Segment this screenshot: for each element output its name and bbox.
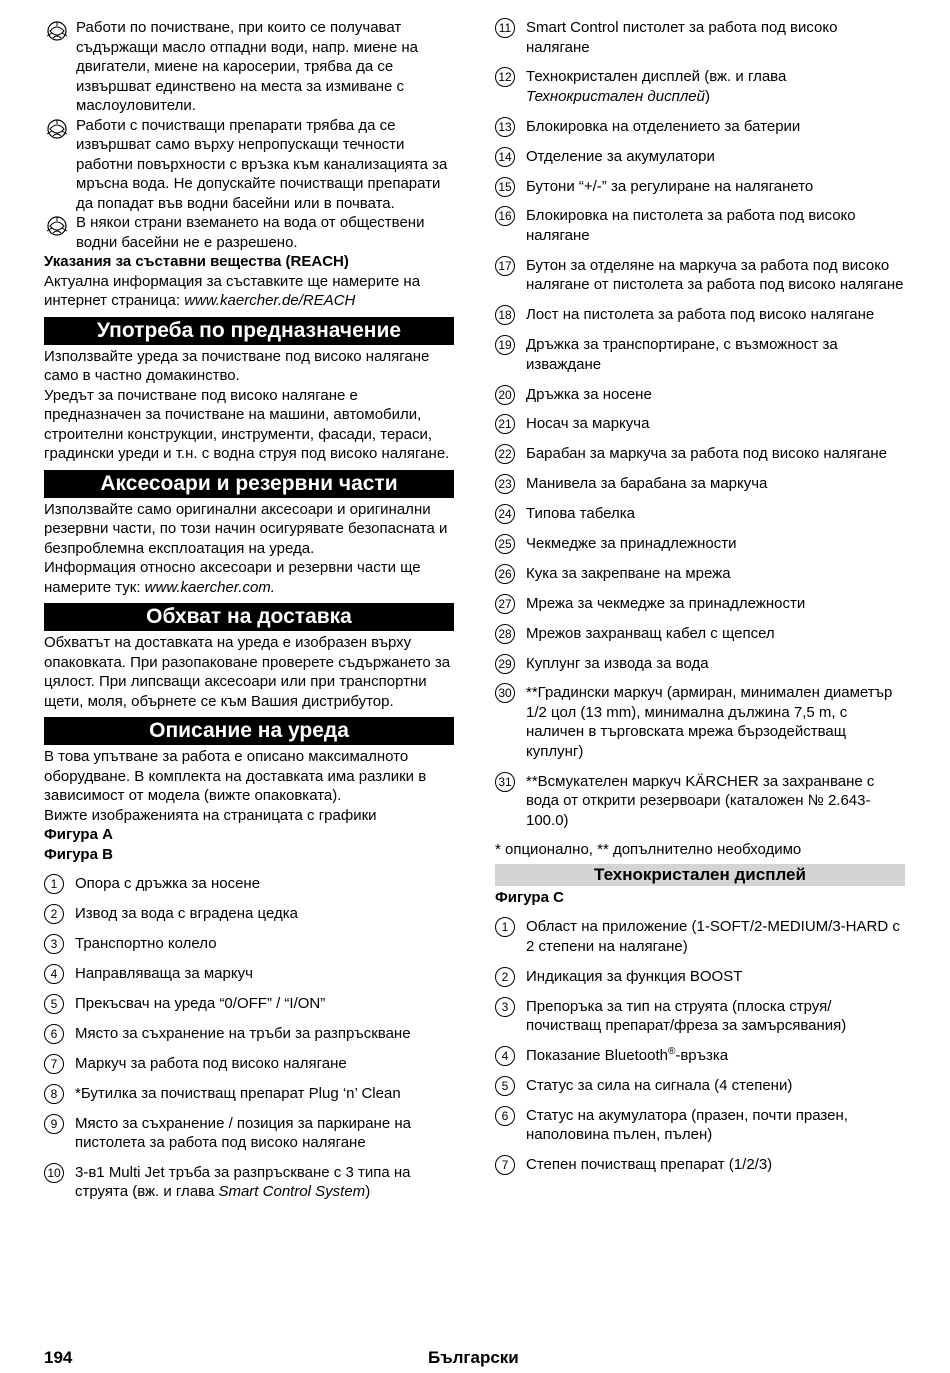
list-item: 23 Манивела за барабана за маркуча <box>495 474 905 494</box>
list-item: 20 Дръжка за носене <box>495 385 905 405</box>
reach-text: Актуална информация за съставките ще намерите на интернет страница: www.kaercher.de/REACH <box>44 272 421 309</box>
list-item: 4 Направляваща за маркуч <box>44 964 454 984</box>
description-text-2: Вижте изображенията на страницата с графики <box>44 806 377 824</box>
item-number-badge: 25 <box>495 534 515 554</box>
list-item: 26 Кука за закрепване на мрежа <box>495 564 905 584</box>
item-number-badge: 15 <box>495 177 515 197</box>
list-item: 18 Лост на пистолета за работа под високо налягане <box>495 305 905 325</box>
item-number-badge: 16 <box>495 206 515 226</box>
list-item: 11 Smart Control пистолет за работа под високо налягане <box>495 18 905 57</box>
intended-use-text-1: Използвайте уреда за почистване под високо налягане само в частно домакинство. <box>44 347 430 384</box>
list-item: 14 Отделение за акумулатори <box>495 147 905 167</box>
environment-icon <box>44 20 70 42</box>
list-item: 5 Статус за сила на сигнала (4 степени) <box>495 1076 905 1096</box>
item-number-badge: 22 <box>495 444 515 464</box>
left-column <box>44 18 454 1202</box>
item-number-badge: 20 <box>495 385 515 405</box>
list-item: 25 Чекмедже за принадлежности <box>495 534 905 554</box>
item-number-badge: 17 <box>495 256 515 276</box>
item-number-badge: 5 <box>495 1076 515 1096</box>
section-heading-accessories: Аксесоари и резервни части <box>44 470 454 498</box>
item-number-badge: 6 <box>44 1024 64 1044</box>
item-number-badge: 18 <box>495 305 515 325</box>
component-list-right <box>495 18 905 830</box>
item-number-badge: 4 <box>44 964 64 984</box>
list-item: 16 Блокировка на пистолета за работа под високо налягане <box>495 206 905 245</box>
reach-url-link[interactable]: www.kaercher.de/REACH <box>184 292 356 309</box>
section-heading-intended-use: Употреба по предназначение <box>44 317 454 345</box>
item-number-badge: 12 <box>495 67 515 87</box>
list-item: 29 Куплунг за извода за вода <box>495 654 905 674</box>
item-number-badge: 3 <box>44 934 64 954</box>
item-number-badge: 13 <box>495 117 515 137</box>
list-item: 28 Мрежов захранващ кабел с щепсел <box>495 624 905 644</box>
section-heading-device-description: Описание на уреда <box>44 717 454 745</box>
item-number-badge: 10 <box>44 1163 64 1183</box>
item-number-badge: 2 <box>44 904 64 924</box>
item-number-badge: 14 <box>495 147 515 167</box>
item-number-badge: 1 <box>495 917 515 937</box>
accessories-text-1: Използвайте само оригинални аксесоари и оригинални резервни части, по този начин осигурявате безопасната и безпроблемна експлоатация на уреда. <box>44 500 448 557</box>
list-item: 12 Технокристален дисплей (вж. и глава Технокристален дисплей) <box>495 67 905 106</box>
list-item: 4 Показание Bluetooth®-връзка <box>495 1046 905 1066</box>
list-item: 2 Индикация за функция BOOST <box>495 967 905 987</box>
environment-note-3: В някои страни вземането на вода от обществени водни басейни не е разрешено. <box>44 213 454 252</box>
list-item: 3 Транспортно колело <box>44 934 454 954</box>
list-item: 3 Препоръка за тип на струята (плоска струя/почистващ препарат/фреза за замърсявания) <box>495 997 905 1036</box>
list-item: 15 Бутони “+/-” за регулиране на налягането <box>495 177 905 197</box>
item-number-badge: 26 <box>495 564 515 584</box>
accessories-text-2: Информация относно аксесоари и резервни части ще намерите тук: www.kaercher.com. <box>44 559 421 596</box>
footnote: * опционално, ** допълнително необходимо <box>495 841 802 859</box>
list-item: 7 Степен почистващ препарат (1/2/3) <box>495 1155 905 1175</box>
item-number-badge: 5 <box>44 994 64 1014</box>
list-item: 5 Прекъсвач на уреда “0/OFF” / “I/ON” <box>44 994 454 1014</box>
list-item: 8 *Бутилка за почистващ препарат Plug ‘n’ Clean <box>44 1084 454 1104</box>
kaercher-url-link[interactable]: www.kaercher.com. <box>144 578 275 596</box>
section-heading-scope-of-delivery: Обхват на доставка <box>44 603 454 631</box>
list-item: 2 Извод за вода с вградена цедка <box>44 904 454 924</box>
item-number-badge: 31 <box>495 772 515 792</box>
item-number-badge: 24 <box>495 504 515 524</box>
list-item: 1 Област на приложение (1-SOFT/2-MEDIUM/3-HARD с 2 степени на налягане) <box>495 917 905 956</box>
list-item: 22 Барабан за маркуча за работа под високо налягане <box>495 444 905 464</box>
list-item: 6 Статус на акумулатора (празен, почти празен, наполовина пълен, пълен) <box>495 1106 905 1145</box>
item-number-badge: 28 <box>495 624 515 644</box>
list-item: 13 Блокировка на отделението за батерии <box>495 117 905 137</box>
environment-icon <box>44 215 70 237</box>
item-number-badge: 11 <box>495 18 515 38</box>
item-number-badge: 19 <box>495 335 515 355</box>
figure-a-label: Фигура A <box>44 826 113 843</box>
item-number-badge: 7 <box>495 1155 515 1175</box>
display-list <box>495 917 905 1174</box>
list-item: 7 Маркуч за работа под високо налягане <box>44 1054 454 1074</box>
right-column <box>495 18 905 1175</box>
list-item: 17 Бутон за отделяне на маркуча за работа под високо налягане от пистолета за работа под високо налягане <box>495 256 905 295</box>
item-number-badge: 3 <box>495 997 515 1017</box>
item-number-badge: 23 <box>495 474 515 494</box>
item-number-badge: 9 <box>44 1114 64 1134</box>
item-number-badge: 27 <box>495 594 515 614</box>
item-number-badge: 4 <box>495 1046 515 1066</box>
list-item: 9 Място за съхранение / позиция за паркиране на пистолета за работа под високо налягане <box>44 1114 454 1153</box>
component-list-left <box>44 874 454 1202</box>
list-item: 21 Носач за маркуча <box>495 414 905 434</box>
figure-c-label: Фигура C <box>495 888 564 906</box>
item-number-badge: 30 <box>495 683 515 703</box>
list-item: 30 **Градински маркуч (армиран, минимален диаметър 1/2 цол (13 mm), минимална дължина 7,5 m, с наличен в търговската мрежа бързодействащ куплунг) <box>495 683 905 761</box>
intended-use-text-2: Уредът за почистване под високо налягане е предназначен за почистване на машини, автомобили, строителни конструкции, инструменти, фасади, тераси, градински уреди и т.н. с водна струя под високо налягане. <box>44 386 450 462</box>
item-number-badge: 29 <box>495 654 515 674</box>
reach-title: Указания за съставни вещества (REACH) <box>44 253 349 270</box>
list-item: 24 Типова табелка <box>495 504 905 524</box>
list-item: 10 3-в1 Multi Jet тръба за разпръскване с 3 типа на струята (вж. и глава Smart Control System) <box>44 1163 454 1202</box>
page-number: 194 <box>44 1348 73 1367</box>
item-number-badge: 7 <box>44 1054 64 1074</box>
environment-note-2: Работи с почистващи препарати трябва да се извършват само върху непропускащи течности работни повърхности с връзка към канализацията за мръсна вода. Не допускайте почистващи препарати да попадат във водни басейни или в почвата. <box>44 116 454 214</box>
item-number-badge: 21 <box>495 414 515 434</box>
list-item: 19 Дръжка за транспортиране, с възможност за изваждане <box>495 335 905 374</box>
figure-b-label: Фигура B <box>44 845 113 863</box>
list-item: 1 Опора с дръжка за носене <box>44 874 454 894</box>
description-text-1: В това упътване за работа е описано максималното оборудване. В комплекта на доставката има разлики в зависимост от модела (вижте опаковката). <box>44 748 427 804</box>
item-number-badge: 8 <box>44 1084 64 1104</box>
scope-text: Обхватът на доставката на уреда е изобразен върху опаковката. При разопаковане проверете съдържането за цялост. При липсващи аксесоари или при транспортни щети, моля, обърнете се към Вашия дистрибутор. <box>44 634 451 710</box>
list-item: 6 Място за съхранение на тръби за разпръскване <box>44 1024 454 1044</box>
item-number-badge: 1 <box>44 874 64 894</box>
item-number-badge: 2 <box>495 967 515 987</box>
environment-icon <box>44 118 70 140</box>
environment-note-1: Работи по почистване, при които се получават съдържащи масло отпадни води, напр. миене на двигатели, миене на каросерии, трябва да се извършват единствено на места за измиване с маслоуловители. <box>44 18 454 116</box>
item-number-badge: 6 <box>495 1106 515 1126</box>
list-item: 27 Мрежа за чекмедже за принадлежности <box>495 594 905 614</box>
list-item: 31 **Всмукателен маркуч KÄRCHER за захранване с вода от открити резервоари (каталожен № 2.643-100.0) <box>495 772 905 831</box>
footer-language: Български <box>428 1348 519 1367</box>
section-heading-display: Технокристален дисплей <box>495 864 905 886</box>
